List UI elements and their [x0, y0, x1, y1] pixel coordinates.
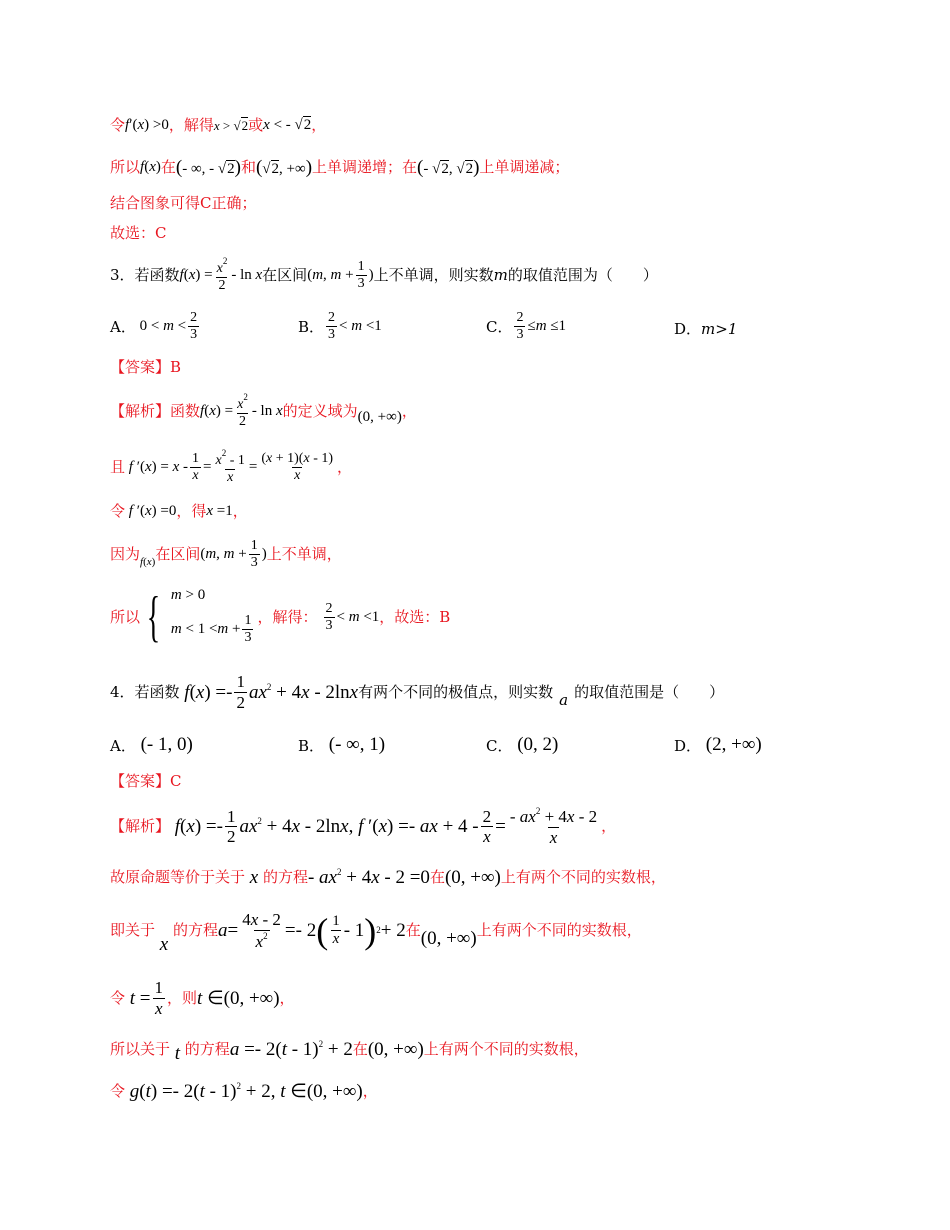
option-d: D． (2, +∞) [674, 734, 762, 755]
solution-line: 令 t = $\frac{1}{x}$ ，则 t ∈(0, +∞) ， [110, 978, 295, 1018]
solution-line: 故选：C [110, 224, 167, 242]
solution-line: 【解析】 函数 f(x) = $\frac{x^2}{2}$ - ln x 的定义域为 (0, +∞) ， [110, 392, 417, 430]
question-4: 4．若函数 f(x) =- $\frac{1}{2}$ $ax^2 + 4x - 2\ln x$ 有两个不同的极值点，则实数 a 的取值范围是（ ） [110, 672, 725, 712]
option-b: B． $\frac{2}{3}$ < m <1 [298, 310, 382, 343]
solution-line: 令 f′(x) >0 ，解得 x > √2 或 x < - √2 ， [110, 116, 327, 134]
option-b: B． (- ∞, 1) [298, 734, 386, 755]
solution-line: 因为 f(x) 在区间 (m, m + $\frac{1}{3}$ ) 上不单调， [110, 538, 342, 571]
answer-3: 【答案】 B [110, 358, 182, 376]
question-3: 3．若函数 f(x) = $\frac{x^2}{2}$ - ln x 在区间 (m, m + $\frac{1}{3}$ ) 上不单调，则实数 m 的取值范围为（ ） [110, 256, 658, 294]
solution-line: 【解析】 f(x) =- $\frac{1}{2}$ $ax^2 + 4x - 2\ln x$, f ′(x) =- ax + 4 - $\frac{2}{x}$ = $\frac{- ax^2 + 4x - 2}{x}$ ， [110, 806, 617, 847]
option-a: A． (- 1, 0) [110, 734, 193, 755]
solution-line: 所以 f(x) 在 (- ∞, - √2) 和 (√2, +∞) 上单调递增；在 (- √2, √2) 上单调递减； [110, 157, 570, 178]
answer-4: 【答案】 C [110, 772, 182, 790]
solution-line: 且 f ′(x) = x - $\frac{1}{x}$ = $\frac{x^2 - 1}{x}$ = $\frac{(x + 1)(x - 1)}{x}$ ， [110, 448, 353, 486]
solution-line: 故原命题等价于关于 x 的方程 - $ax^2 + 4x - 2 =0$ 在 (0, +∞) 上有两个不同的实数根， [110, 867, 666, 888]
solution-line: 所以关于 t 的方程 a =- 2(t - 1)$^2$ + 2 在 (0, +∞) 上有两个不同的实数根， [110, 1039, 589, 1064]
solution-line: 令 g(t) =- 2(t - 1)$^2$ + 2, t ∈(0, +∞) ， [110, 1081, 378, 1102]
option-d: D． m>1 [674, 319, 738, 338]
solution-line: 结合图象可得C正确； [110, 194, 257, 212]
solution-line: 令 f ′(x) =0 ，得 x =1 ， [110, 502, 248, 520]
solution-line: 即关于 x 的方程 a = $\frac{4x - 2}{x^2}$ =- 2 ( $\frac{1}{x}$ - 1 ) 2 + 2 在 (0, +∞) 上有两个不同的实数根， [110, 910, 642, 956]
option-c: C． (0, 2) [486, 734, 559, 755]
solution-line: 所以 { m > 0 m < 1 < m + $\frac{1}{3}$ ，解得： $\frac{2}{3}$ < m <1 ，故选：B [110, 586, 451, 649]
option-a: A． 0 < m < $\frac{2}{3}$ [110, 310, 198, 343]
option-c: C． $\frac{2}{3}$ ≤m ≤1 [486, 310, 567, 343]
